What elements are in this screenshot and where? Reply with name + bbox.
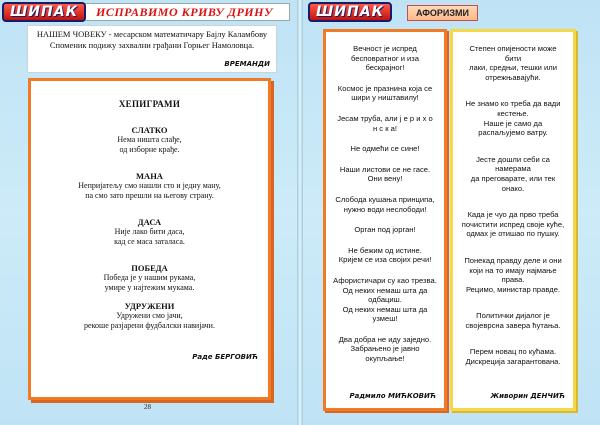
epigrams-heading: ХЕПИГРАМИ [118,99,181,109]
aphorism-line: Када је чуо да прво треба [467,210,559,220]
aphorism-line: почистити испред своје куће, [461,219,565,229]
epigram-line: Није лако бити даса, [114,227,185,236]
dedication-author: ВРЕМАНДИ [224,60,270,68]
aphorism-line: кестење. [497,108,529,118]
epigram-title: ДАСА [137,217,162,227]
aphorism-line: Наше је само да [483,118,543,128]
aphorism [459,256,567,294]
epigram [41,301,258,331]
aphorism-line: Перем новац по кућама. [469,347,557,357]
aphorism-line: Слобода кушања принципа, [335,194,435,204]
aphorism-line: Забрањено је јавно [350,344,420,354]
aphorism-line: Космос је празнина која се [337,83,433,93]
epigram-line: Нема ништа слађе, [117,135,182,144]
aphorism-line: одбациш. [368,295,402,305]
aphorism [332,44,438,73]
aphorism-line: отрежњавајући. [485,72,541,82]
epigram-line: кад се маса заталаса. [114,237,185,246]
aphorism-line: онако. [501,183,525,193]
aphorism [459,311,567,330]
aphorisms-tab: АФОРИЗМИ [407,5,478,21]
aphorism-line: Два добра не иду заједно. [338,334,432,344]
aphorism-line: Политички дијалог је [476,311,550,321]
aphorism-line: Не бежим од истине. [348,245,422,255]
aphorism [332,165,438,184]
aphorism [332,225,438,235]
epigrams-box [28,78,271,400]
dedication-line: НАШЕМ ЧОВЕКУ - месарском математичару Бајлу Каламбову [36,29,268,39]
aphorism-line: Они вену! [367,174,403,184]
aphorism-line: Не одмећи се сине! [350,144,420,154]
aphorisms-signature: Радмило МИЋКОВИЋ [349,392,436,400]
epigram [41,263,258,293]
magazine-logo: ШИПАК [308,2,392,22]
aphorism-line: који на то имају најмање [469,265,557,275]
aphorism-line: Кријем се иза својих речи! [338,255,432,265]
aphorism-line: Од неких немаш шта да [342,304,428,314]
aphorism-line: Дискреција загарантована. [465,357,561,367]
aphorism [459,44,567,82]
epigram-line: Непријатељу смо нашли сто и једну ману, [78,181,221,190]
aphorism [332,195,438,214]
epigram-line: Удружени смо јачи, [116,311,183,320]
aphorism [459,155,567,193]
epigram-title: ПОБЕДА [131,263,168,273]
epigram [41,125,258,155]
epigram-title: МАНА [136,171,163,181]
aphorism-line: Понекад правду деле и они [464,255,562,265]
aphorism-line: узмеш! [372,314,398,324]
aphorisms-column-right [450,29,576,411]
aphorism-line: Јесте дошли себи са [476,154,550,164]
section-title: ИСПРАВИМО КРИВУ ДРИНУ [96,5,273,19]
aphorism-line: Не знамо ко треба да вади [465,99,561,109]
aphorism-line: Од неких немаш шта да [342,285,428,295]
aphorism-line: Афористичари су као трезва. [333,275,437,285]
aphorism-line: н с к а! [373,123,397,133]
epigrams-signature: Раде БЕРГОВИЋ [192,353,258,361]
magazine-logo: ШИПАК [2,2,86,22]
aphorism-line: да преговарате, или тек [470,173,556,183]
aphorism-line: права. [501,275,525,285]
aphorism [459,210,567,239]
epigram-line: рекоше разјарени фудбалски навијачи. [84,321,215,330]
aphorism-line: Вечност је испред [353,44,417,53]
epigram-title: СЛАТКО [131,125,168,135]
aphorism-line: Орган под јорган! [354,225,416,235]
aphorism-line: бити [504,53,522,63]
aphorism-line: бесповратног и иза [350,53,419,63]
epigram-line: од изборне крађе. [119,145,180,154]
aphorism-line: бескрајног! [365,63,405,73]
aphorism-line: својеврсна завера ћутања. [465,320,561,330]
aphorism-line: Степен опијености може [469,44,557,53]
epigram [41,171,258,201]
aphorism-line: Наши листови се не гасе. [339,164,431,174]
aphorism-line: шири у ништавилу! [351,93,419,103]
aphorism [332,276,438,324]
aphorism-line: одмах је отишао по пушку. [466,229,560,239]
epigram [41,217,258,247]
left-page [0,0,297,425]
dedication-box [27,25,277,73]
aphorism-line: лаки, средњи, тешки или [469,63,557,73]
aphorism [332,335,438,364]
aphorism [459,347,567,366]
aphorism-line: намерама [495,164,531,174]
aphorism-line: распаљујемо ватру. [478,128,548,138]
aphorism [459,99,567,137]
aphorism-line: нужно води неслободи! [343,204,427,214]
aphorism [332,84,438,103]
aphorism-line: окупљање! [365,354,405,364]
epigram-line: умире у најтежим мукама. [104,283,195,292]
aphorism [332,144,438,154]
epigram-line: па смо зато прешли на његову страну. [85,191,214,200]
epigram-line: Победа је у нашим рукама, [103,273,196,282]
aphorism-line: Рецимо, министар правде. [465,284,561,294]
dedication-line: Споменик подижу захвални грађани Горњег Намоловца. [49,40,255,50]
aphorism-line: Јесам труба, али ј е р и х о [337,113,433,123]
aphorism [332,114,438,133]
epigram-title: УДРУЖЕНИ [124,301,175,311]
aphorisms-column-left [323,29,447,411]
page-number: 28 [144,403,151,411]
aphorisms-signature: Живорин ДЕНЧИЋ [490,392,565,400]
aphorism [332,246,438,265]
